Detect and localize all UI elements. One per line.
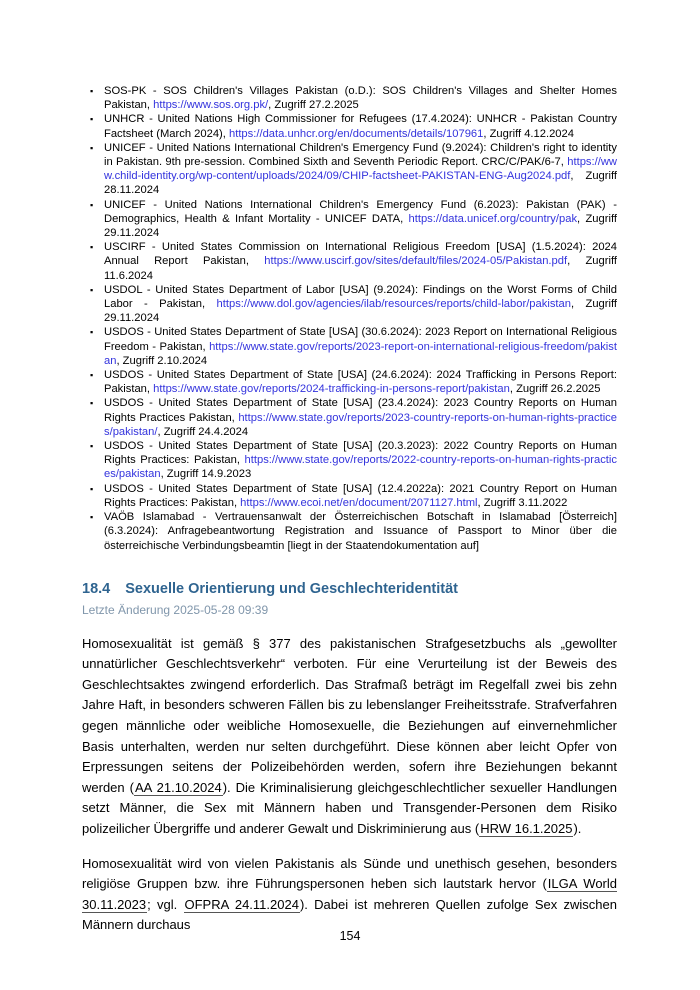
source-item [82,240,617,283]
source-text: UNICEF - United Nations International Children's Emergency Fund (9.2024): Children's right to identity in Pakistan. 9th pre-session. Combined Sixth and Seventh Periodic Report. CRC/C/PAK/6-7, [104,141,617,169]
section-number: 18.4 [82,580,111,597]
source-item [82,84,617,112]
source-text: USDOS - United States Department of State [USA] (23.4.2024): 2023 Country Reports on Human Rights Practices Pakistan, [104,397,617,424]
source-text: UNHCR - United Nations High Commissioner for Refugees (17.4.2024): UNHCR - Pakistan Country Factsheet (March 2024), [104,113,617,140]
source-text: USDOL - United States Department of Labor [USA] (9.2024): Findings on the Worst Forms of Child Labor - Pakistan, [104,283,617,311]
source-link[interactable]: https://www.state.gov/reports/2023-report-on-international-religious-freedom/pakistan [104,340,617,367]
source-text: VAÖB Islamabad - Vertrauensanwalt der Österreichischen Botschaft in Islamabad [Österreich] (6.3.2024): Anfragebeantwortung Registration and Issuance of Passport to Minor über die österreichische Verbindungsbeamtin [liegt in der Staatendokumentation auf] [104,511,617,552]
source-link[interactable]: https://www.dol.gov/agencies/ilab/resources/reports/child-labor/pakistan [216,298,571,311]
source-text: , Zugriff 28.11.2024 [104,170,617,197]
source-text: , Zugriff 24.4.2024 [157,425,249,438]
source-list [82,84,617,553]
section-title: Sexuelle Orientierung und Geschlechteridentität [125,580,459,597]
bullet-icon: ▪ [90,242,94,253]
paragraph [82,634,617,840]
source-text: USDOS - United States Department of State [USA] (30.6.2024): 2023 Report on International Religious Freedom - Pakistan, [104,326,617,353]
source-text: , Zugriff 3.11.2022 [477,496,568,509]
bullet-icon: ▪ [90,398,94,409]
source-text: , Zugriff 11.6.2024 [104,255,617,282]
bullet-icon: ▪ [90,199,94,210]
source-text: , Zugriff 26.2.2025 [509,383,601,396]
paragraph-text: Homosexualität wird von vielen Pakistanis als Sünde und unethisch gesehen, besonders religiöse Gruppen bzw. ihre Führungspersonen heben sich lautstark hervor ( [82,855,617,892]
paragraph-text: ). [573,821,582,837]
source-text: , Zugriff 14.9.2023 [160,468,252,481]
source-item [82,198,617,241]
source-item [82,141,617,198]
source-item [82,510,617,553]
source-text: , Zugriff 2.10.2024 [116,354,208,367]
source-link[interactable]: https://www.state.gov/reports/2022-country-reports-on-human-rights-practices/pakistan [104,454,617,481]
bullet-icon: ▪ [90,370,94,381]
source-text: , Zugriff 27.2.2025 [268,99,359,112]
source-item [82,112,617,140]
body-paragraphs [82,634,617,936]
paragraph-text: ). Dabei ist mehreren Quellen zufolge Sex zwischen Männern durchaus [82,896,617,933]
source-link[interactable]: https://www.state.gov/reports/2023-country-reports-on-human-rights-practices/pakistan/ [104,411,617,438]
source-item [82,439,617,482]
page-number: 154 [339,929,361,943]
bullet-icon: ▪ [90,284,94,295]
paragraph-text: Homosexualität ist gemäß § 377 des pakistanischen Strafgesetzbuchs als „gewollter unnatürlicher Geschlechtsverkehr“ verboten. Für eine Verurteilung ist der Beweis des Geschlechtsaktes zwingend erforderlich. Das Strafmaß beträgt im Regelfall zwei bis zehn Jahre Haft, in besonders schweren Fällen bis zu lebenslanger Freiheitsstrafe. Strafverfahren gegen männliche oder weibliche Homosexuelle, die Beziehungen auf einvernehmlicher Basis unterhalten, werden nur selten durchgeführt. Diese können aber leicht Opfer von Erpressungen seitens der Polizeibehörden werden, sofern ihre Beziehungen bekannt werden ( [82,635,617,795]
source-item [82,283,617,326]
source-text: USDOS - United States Department of State [USA] (12.4.2022a): 2021 Country Report on Human Rights Practices: Pakistan, [104,482,617,509]
page-content [82,84,617,950]
source-text: SOS-PK - SOS Children's Villages Pakistan (o.D.): SOS Children's Villages and Shelter Homes Pakistan, [104,85,617,112]
source-text: , Zugriff 29.11.2024 [104,212,617,240]
source-text: , Zugriff 29.11.2024 [104,298,617,325]
bullet-icon: ▪ [90,512,94,523]
paragraph-text: ). Die Kriminalisierung gleichgeschlechtlicher sexueller Handlungen setzt Männer, die Sex mit Männern haben und Transgender-Personen dem Risiko polizeilicher Übergriffe und anderer Gewalt und Diskriminierung aus ( [82,779,617,837]
source-text: USCIRF - United States Commission on International Religious Freedom [USA] (1.5.2024): 2024 Annual Report Pakistan, [104,241,617,268]
source-item [82,482,617,510]
paragraph-text: ; vgl. [147,896,184,912]
citation-link[interactable]: ILGA World 30.11.2023 [82,876,617,912]
bullet-icon: ▪ [90,86,94,96]
section-heading [82,580,617,598]
bullet-icon: ▪ [90,114,94,125]
source-text: USDOS - United States Department of State [USA] (24.6.2024): 2024 Trafficking in Persons Report: Pakistan, [104,369,617,396]
source-link[interactable]: https://www.state.gov/reports/2024-trafficking-in-persons-report/pakistan [153,383,510,396]
source-item [82,325,617,368]
bullet-icon: ▪ [90,327,94,338]
source-link[interactable]: https://data.unhcr.org/en/documents/details/107961 [228,127,484,140]
paragraph [82,854,617,936]
source-link[interactable]: https://www.sos.org.pk/ [153,99,269,112]
source-link[interactable]: https://www.ecoi.net/en/document/2071127.html [240,496,478,509]
last-modified: Letzte Änderung 2025-05-28 09:39 [82,602,269,617]
citation-link[interactable]: AA 21.10.2024 [134,779,222,795]
source-item [82,396,617,439]
source-link[interactable]: https://data.unicef.org/country/pak [408,212,578,225]
source-text: USDOS - United States Department of State [USA] (20.3.2023): 2022 Country Reports on Human Rights Practices: Pakistan, [104,440,617,467]
source-text: , Zugriff 4.12.2024 [483,127,574,140]
bullet-icon: ▪ [90,142,94,153]
citation-link[interactable]: OFPRA 24.11.2024 [184,896,299,912]
bullet-icon: ▪ [90,483,94,494]
source-item [82,368,617,396]
source-text: UNICEF - United Nations International Children's Emergency Fund (6.2023): Pakistan (PAK) - Demographics, Health & Infant Mortality - UNICEF DATA, [104,198,617,225]
bullet-icon: ▪ [90,441,94,452]
source-link[interactable]: https://www.child-identity.org/wp-content/uploads/2024/09/CHIP-factsheet-PAKISTAN-ENG-Aug2024.pdf [104,156,617,183]
citation-link[interactable]: HRW 16.1.2025 [480,821,573,837]
source-link[interactable]: https://www.uscirf.gov/sites/default/files/2024-05/Pakistan.pdf [264,255,568,268]
